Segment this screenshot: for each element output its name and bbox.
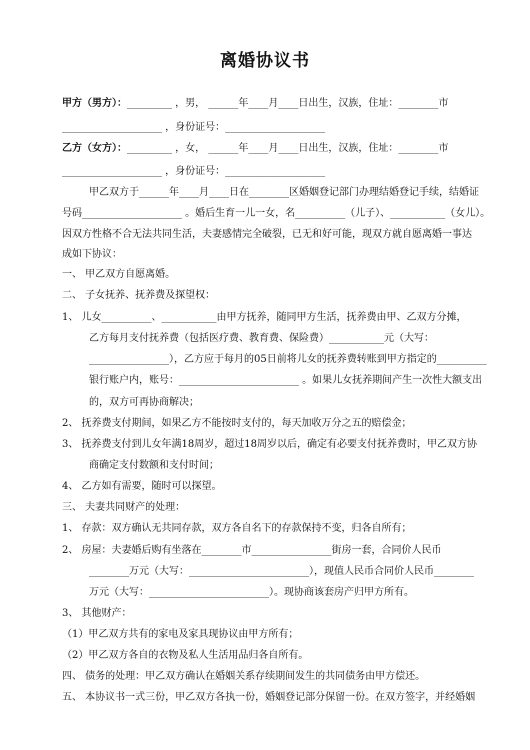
child-support-amount: 乙方每月支付抚养费（包括医疗费、教育费、保险费）___________元（大写： (89, 333, 434, 344)
appliances-clause: （1）甲乙双方共有的家电及家具现协议由甲方所有； (62, 629, 299, 640)
other-property-heading: 3、 其他财产： (62, 608, 132, 619)
section-five-copies: 五、 本协议书一式三份，甲乙双方各执一份，婚姻登记部分保留一份。在双方签字，并经婚姻 (62, 692, 476, 703)
party-b-label: 乙方（女方）： (62, 143, 127, 154)
section-three-heading: 三、 夫妻共同财产的处理： (62, 502, 186, 513)
section-two-heading: 二、 子女抚养、抚养费及探望权： (62, 290, 216, 301)
party-a-label: 甲方（男方）： (62, 98, 127, 109)
late-payment-clause: 2、 抚养费支付期间，如果乙方不能按时支付的，每天加收万分之五的赔偿金； (62, 418, 412, 429)
visitation-clause: 4、 乙方如有需要，随时可以探望。 (62, 481, 222, 492)
certificate-and-children: 号码____________________ 。婚后生育一儿一女，名__________（儿子）、___________（女儿）。 (62, 208, 491, 219)
marriage-registration: 甲乙双方于______年____月____日在________区婚姻登记部门办理结婚登记手续，结婚证 (89, 187, 479, 198)
support-duration-clause: 3、 抚养费支付到儿女年满18周岁，超过18周岁以后，确定有必要支付抚养费时，甲乙双方协 (62, 439, 477, 450)
agreement-intro: 成如下协议： (62, 249, 122, 260)
deposit-clause: 1、 存款：双方确认无共同存款，双方各自名下的存款保持不变，归各自所有； (62, 523, 412, 534)
property-clause: 2、 房屋：夫妻婚后购有坐落在________市________________街房一套，合同价人民币 (62, 545, 442, 556)
property-ownership-line: 万元（大写：________________________）。现协商该套房产归甲方所有。 (89, 587, 414, 598)
section-one: 一、 甲乙双方自愿离婚。 (62, 269, 176, 280)
party-a-details: _________ ，男， ______年____月____日出生，汉族，住址：________市 (127, 98, 449, 109)
bank-account-clause: 银行账户内，账号：________________________ 。如果儿女抚养期间产生一次性大额支出 (89, 375, 483, 386)
extra-expense-clause: 的，双方可再协商解决； (89, 397, 199, 408)
support-duration-continued: 商确定支付数额和支付时间； (89, 460, 219, 471)
party-b-line (62, 142, 448, 156)
child-support-payment: ________________），乙方应于每月的05日前将儿女的抚养费转账到甲方指定的__________ (89, 354, 487, 365)
party-a-line (62, 97, 448, 111)
divorce-reason: 因双方性格不合无法共同生活，夫妻感情完全破裂，已无和好可能，现双方就自愿离婚一事达 (62, 229, 472, 240)
party-a-id-line: ____________________ ，身份证号：____________________ (62, 122, 326, 133)
child-custody-clause: 1、 儿女__________、___________由甲方抚养，随同甲方生活，抚养费由甲、乙双方分摊， (62, 312, 467, 323)
document-title: 离婚协议书 (220, 51, 310, 71)
party-b-details: _________ ，女， ______年____月____日出生，汉族，住址：________市 (127, 143, 449, 154)
party-b-id-line: ____________________ ，身份证号：____________________ (62, 166, 326, 177)
property-value-line: ________万元（大写：________________________），现值人民币合同价人民币________ (89, 566, 474, 577)
personal-items-clause: （2）甲乙双方各自的衣物及私人生活用品归各自所有。 (62, 650, 309, 661)
section-four-debts: 四、 债务的处理：甲乙双方确认在婚姻关系存续期间发生的共同债务由甲方偿还。 (62, 671, 426, 682)
